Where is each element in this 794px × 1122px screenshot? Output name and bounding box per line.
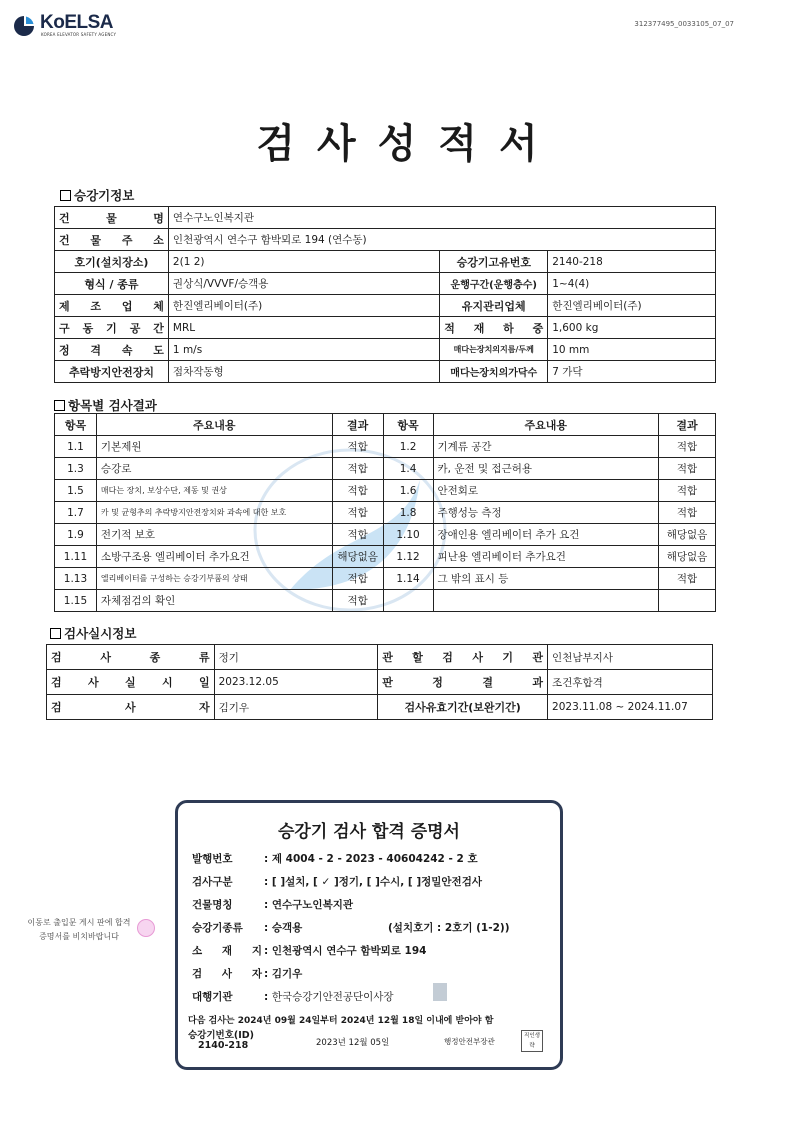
logo-text: KoELSA: [40, 12, 113, 33]
table-row: [55, 317, 716, 339]
table-row: [55, 502, 716, 524]
inspection-type-value: 정기: [214, 645, 378, 670]
header-content: 주요내용: [96, 414, 332, 436]
maintainer-label: 유지관리업체: [440, 295, 548, 317]
item-number: 1.2: [383, 436, 433, 458]
item-content: 장애인용 엘리베이터 추가 요건: [433, 524, 659, 546]
cert-category: 검사구분 : [ ]설치, [ ✓ ]정기, [ ]수시, [ ]정밀안전검사: [192, 876, 482, 888]
speed-value: 1 m/s: [168, 339, 439, 361]
item-content: 기본제원: [96, 436, 332, 458]
item-result: 적합: [659, 480, 716, 502]
operation-value: 1~4(4): [548, 273, 716, 295]
table-row: [55, 524, 716, 546]
item-number: 1.15: [55, 590, 97, 612]
judgement-label: 판 정 결 과: [378, 670, 548, 695]
side-note: 이동로 출입문 게시 판에 합격증명서를 비치바랍니다: [27, 918, 131, 941]
item-result: [659, 590, 716, 612]
item-number: 1.5: [55, 480, 97, 502]
item-result: 적합: [659, 568, 716, 590]
section-heading-elevator-info: 승강기정보: [60, 186, 134, 204]
validity-value: 2023.11.08 ~ 2024.11.07: [548, 695, 713, 720]
building-name-label: 건 물 명: [55, 207, 169, 229]
drive-label: 구 동 기 공 간: [55, 317, 169, 339]
certificate-title: 승강기 검사 합격 증명서: [278, 822, 460, 842]
inspector-label: 검 사 자: [47, 695, 215, 720]
pass-certificate: [175, 800, 563, 1070]
item-result: 적합: [332, 524, 383, 546]
item-number: 1.8: [383, 502, 433, 524]
minister-name: 행정안전부장관: [444, 1037, 495, 1046]
table-row: [55, 361, 716, 383]
koelsa-logo: [12, 14, 142, 40]
header-item: 항목: [383, 414, 433, 436]
table-row: [47, 670, 713, 695]
validity-label: 검사유효기간(보완기간): [378, 695, 548, 720]
logo-subtitle: KOREA ELEVATOR SAFETY AGENCY: [41, 32, 117, 37]
section-heading-inspection-info: 검사실시정보: [50, 624, 136, 642]
page-title: 검사성적서: [256, 121, 560, 167]
item-result: 적합: [332, 480, 383, 502]
inspection-type-label: 검 사 종 류: [47, 645, 215, 670]
unique-no-label: 승강기고유번호: [440, 251, 548, 273]
building-name-value: 연수구노인복지관: [168, 207, 715, 229]
header-result: 결과: [332, 414, 383, 436]
item-number: 1.10: [383, 524, 433, 546]
operation-label: 운행구간(운행층수): [440, 273, 548, 295]
item-content: 자체점검의 확인: [96, 590, 332, 612]
maker-label: 제 조 업 체: [55, 295, 169, 317]
item-result: 적합: [332, 458, 383, 480]
table-row: [55, 568, 716, 590]
header-result: 결과: [659, 414, 716, 436]
item-content: 주행성능 측정: [433, 502, 659, 524]
item-result: 해당없음: [332, 546, 383, 568]
item-content: [433, 590, 659, 612]
inspection-date-label: 검 사 실 시 일: [47, 670, 215, 695]
cert-building: 건물명칭 : 연수구노인복지관: [192, 899, 354, 911]
judgement-value: 조건후합격: [548, 670, 713, 695]
item-number: 1.4: [383, 458, 433, 480]
item-number: 1.13: [55, 568, 97, 590]
item-result: 적합: [332, 436, 383, 458]
agency-label: 관 할 검 사 기 관: [378, 645, 548, 670]
table-row: [47, 645, 713, 670]
table-row: [55, 436, 716, 458]
unit-value: 2(1 2): [168, 251, 439, 273]
item-content: 카, 운전 및 접근허용: [433, 458, 659, 480]
item-content: 안전회로: [433, 480, 659, 502]
item-result: 적합: [659, 502, 716, 524]
item-result: 적합: [332, 590, 383, 612]
elevator-no-value: 2140-218: [198, 1040, 249, 1051]
fall-protection-value: 점차작동형: [168, 361, 439, 383]
rope-count-label: 매다는장치의가닥수: [440, 361, 548, 383]
table-row: [55, 295, 716, 317]
koelsa-logo-icon: [12, 14, 36, 38]
item-result: 적합: [659, 436, 716, 458]
cert-kind: 승강기종류 : 승객용: [192, 922, 303, 934]
item-number: 1.1: [55, 436, 97, 458]
type-value: 권상식/VVVF/승객용: [168, 273, 439, 295]
table-row: [55, 339, 716, 361]
address-label: 건 물 주 소: [55, 229, 169, 251]
cert-address: 소 재 지 : 인천광역시 연수구 함박뫼로 194: [192, 945, 427, 957]
table-row: [55, 229, 716, 251]
item-number: 1.6: [383, 480, 433, 502]
item-result: 적합: [659, 458, 716, 480]
unit-label: 호기(설치장소): [55, 251, 169, 273]
table-header-row: [55, 414, 716, 436]
item-content: 기계류 공간: [433, 436, 659, 458]
unique-no-value: 2140-218: [548, 251, 716, 273]
table-row: [55, 546, 716, 568]
maker-value: 한진엘리베이터(주): [168, 295, 439, 317]
inspection-date-value: 2023.12.05: [214, 670, 378, 695]
inspection-info-table: [46, 644, 713, 720]
item-result: 해당없음: [659, 524, 716, 546]
marker-dot-icon: [137, 919, 155, 937]
item-content: 그 밖의 표시 등: [433, 568, 659, 590]
item-result: 적합: [332, 568, 383, 590]
inspector-value: 김기우: [214, 695, 378, 720]
item-results-table: [54, 413, 716, 612]
item-number: 1.7: [55, 502, 97, 524]
table-row: [55, 458, 716, 480]
speed-label: 정 격 속 도: [55, 339, 169, 361]
type-label: 형식 / 종류: [55, 273, 169, 295]
load-value: 1,600 kg: [548, 317, 716, 339]
rope-count-value: 7 가닥: [548, 361, 716, 383]
issue-date: 2023년 12월 05일: [316, 1038, 390, 1048]
elevator-info-table: [54, 206, 716, 383]
item-content: 매다는 장치, 보상수단, 제동 및 권상: [96, 480, 332, 502]
agency-value: 인천남부지사: [548, 645, 713, 670]
official-seal-icon: [433, 983, 447, 1001]
item-content: 승강로: [96, 458, 332, 480]
cert-agent: 대행기관 : 한국승강기안전공단이사장: [192, 991, 394, 1003]
item-number: 1.9: [55, 524, 97, 546]
cert-unit-note: (설치호기 : 2호기 (1-2)): [388, 922, 510, 934]
item-content: 전기적 보호: [96, 524, 332, 546]
address-value: 인천광역시 연수구 함박뫼로 194 (연수동): [168, 229, 715, 251]
item-number: 1.12: [383, 546, 433, 568]
item-number: 1.3: [55, 458, 97, 480]
elevator-no-label: 승강기번호(ID): [188, 1030, 254, 1041]
section-heading-item-results: 항목별 검사결과: [54, 396, 157, 414]
drive-value: MRL: [168, 317, 439, 339]
item-result: 적합: [332, 502, 383, 524]
table-row: [55, 273, 716, 295]
document-number: 312377495_0033105_07_07: [634, 20, 734, 28]
item-number: 1.14: [383, 568, 433, 590]
cert-inspector: 검 사 자 : 김기우: [192, 968, 303, 980]
stamp-omitted-mark: 직인생략: [521, 1030, 543, 1052]
item-number: [383, 590, 433, 612]
table-row: [55, 251, 716, 273]
header-content: 주요내용: [433, 414, 659, 436]
cert-issue-no: 발행번호 : 제 4004 - 2 - 2023 - 40604242 - 2 호: [192, 853, 478, 865]
rope-label: 매다는장치의지름/두께: [440, 339, 548, 361]
next-inspection-notice: 다음 검사는 2024년 09월 24일부터 2024년 12월 18일 이내에 받아야 함: [188, 1016, 494, 1026]
item-number: 1.11: [55, 546, 97, 568]
table-row: [47, 695, 713, 720]
table-row: [55, 480, 716, 502]
fall-protection-label: 추락방지안전장치: [55, 361, 169, 383]
rope-value: 10 mm: [548, 339, 716, 361]
item-content: 카 및 균형추의 추락방지안전장치와 과속에 대한 보호: [96, 502, 332, 524]
item-content: 피난용 엘리베이터 추가요건: [433, 546, 659, 568]
item-content: 엘리베이터를 구성하는 승강기부품의 상태: [96, 568, 332, 590]
table-row: [55, 207, 716, 229]
maintainer-value: 한진엘리베이터(주): [548, 295, 716, 317]
header-item: 항목: [55, 414, 97, 436]
item-content: 소방구조용 엘리베이터 추가요건: [96, 546, 332, 568]
table-row: [55, 590, 716, 612]
item-result: 해당없음: [659, 546, 716, 568]
load-label: 적 재 하 중: [440, 317, 548, 339]
